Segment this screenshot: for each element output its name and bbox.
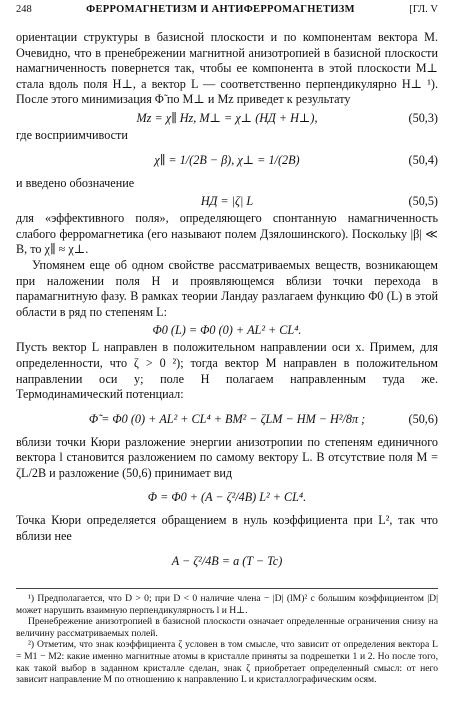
page-header xyxy=(16,4,438,20)
chapter-marker: [ГЛ. V xyxy=(409,4,438,15)
footnote-1: ¹) Предполагается, что D > 0; при D < 0 наличие члена − |D| (lM)² с большим коэффициентом |D| может нарушить взаимную перпендикулярность l и H⊥. xyxy=(16,593,438,616)
footnotes xyxy=(16,588,438,686)
paragraph: и введено обозначение xyxy=(16,175,135,190)
equation-landau-expansion xyxy=(16,320,438,340)
equation-50-5 xyxy=(16,191,438,211)
footnote-2: ²) Отметим, что знак коэффициента ζ условен в том смысле, что зависит от определения вектора L = M1 − M2: какие именно магнитные атомы в кристалле приняты за подрешетки 1 и 2. Но после того, как такой выбор в заданном кристалле сделан, знак ζ приобретает определенный смысл: от него зависит направление M по отношению к направлению L и кристаллографическим осям. xyxy=(16,639,438,686)
equation-number: (50,5) xyxy=(408,194,438,209)
paragraph: Пусть вектор L направлен в положительном направлении оси x. Примем, для определенности, что ζ > 0 ²); тогда вектор M направлен в положительном направлении оси y; поле H полагаем направленным туда же. Термодинамический потенциал: xyxy=(16,340,438,402)
equation-number: (50,6) xyxy=(408,411,438,426)
page-number: 248 xyxy=(16,4,32,15)
equation-curie-point xyxy=(16,545,438,577)
footnote-1-continued: Пренебрежение анизотропией в базисной плоскости означает определенные ограничения снизу на величину рассматриваемых полей. xyxy=(16,616,438,639)
equation-50-4 xyxy=(16,144,438,176)
equation-number: (50,4) xyxy=(408,152,438,167)
paragraph: вблизи точки Кюри разложение энергии анизотропии по степеням единичного вектора l становится разложением по самому вектору L. В отсутствие поля M = ζL/2B и разложение (50,6) принимает вид xyxy=(16,434,438,480)
equation-expression: Mz = χ∥ Hz, M⊥ = χ⊥ (HД + H⊥), xyxy=(136,110,318,125)
equation-expression: HД = |ζ| L xyxy=(200,194,254,209)
paragraph: Упомянем еще об одном свойстве рассматриваемых веществ, возникающем при наложении поля H и проявляющемся вблизи точки перехода в парамагнитную фазу. В рамках теории Ландау разлагаем функцию Φ0 (L) в этой области в ряд по степеням L: xyxy=(16,257,438,319)
equation-expression: χ∥ = 1/(2B − β), χ⊥ = 1/(2B) xyxy=(154,152,300,167)
paragraph: для «эффективного поля», определяющего спонтанную намагниченность слабого ферромагнетика (его называют полем Дзялошинского). Поскольку |β| ≪ B, то χ∥ ≈ χ⊥. xyxy=(16,211,438,257)
page-body xyxy=(16,30,438,577)
equation-expression: A − ζ²/4B = a (T − Tc) xyxy=(171,553,283,568)
paragraph: ориентации структуры в базисной плоскости и по компонентам вектора M. Очевидно, что в пренебрежении магнитной анизотропией в базисной плоскости намагниченность повернется так, чтобы ее компонента в этой плоскости M⊥ стала вдоль поля H⊥, а вектор L — соответственно перпендикулярно H⊥ ¹). После этого минимизация Φ̃ по M⊥ и Mz приведет к результату xyxy=(16,30,438,107)
paragraph: Точка Кюри определяется обращением в нуль коэффициента при L², так что вблизи нее xyxy=(16,513,438,544)
equation-expression: Φ = Φ0 + (A − ζ²/4B) L² + CL⁴. xyxy=(147,490,307,505)
equation-50-6 xyxy=(16,403,438,435)
equation-50-3 xyxy=(16,108,438,128)
running-title: ФЕРРОМАГНЕТИЗМ И АНТИФЕРРОМАГНЕТИЗМ xyxy=(86,4,355,15)
equation-number: (50,3) xyxy=(408,110,438,125)
equation-expression: Φ0 (L) = Φ0 (0) + AL² + CL⁴. xyxy=(152,323,302,338)
equation-no-field xyxy=(16,481,438,513)
equation-expression: Φ̃ = Φ0 (0) + AL² + CL⁴ + BM² − ζLM − HM − H²/8π ; xyxy=(88,411,366,426)
paragraph: где восприимчивости xyxy=(16,127,128,142)
